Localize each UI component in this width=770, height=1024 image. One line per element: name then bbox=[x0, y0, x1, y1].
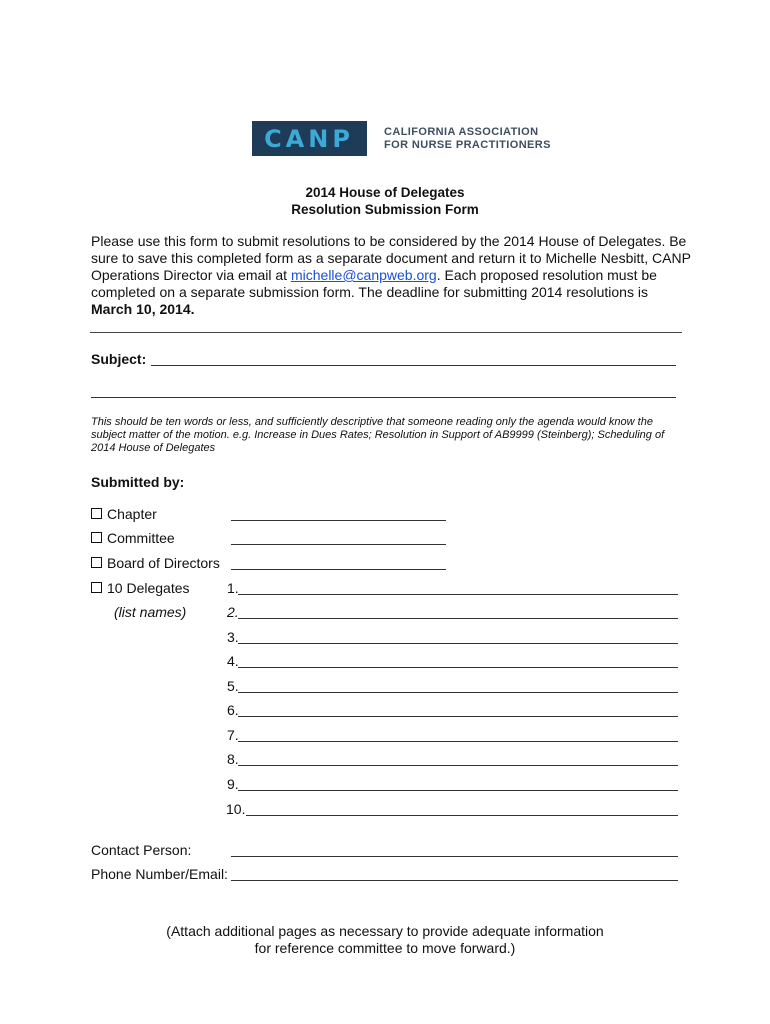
option-delegates[interactable] bbox=[91, 580, 190, 596]
board-field[interactable] bbox=[231, 569, 446, 570]
subject-field-line2[interactable] bbox=[91, 397, 676, 398]
board-checkbox[interactable] bbox=[91, 557, 102, 568]
option-board[interactable] bbox=[91, 555, 220, 571]
intro-paragraph bbox=[91, 233, 691, 318]
delegate-number: 8. bbox=[227, 751, 239, 767]
delegate-field-5[interactable] bbox=[238, 692, 678, 693]
footer-line2: for reference committee to move forward.) bbox=[254, 940, 516, 956]
delegate-number: 10. bbox=[226, 801, 246, 817]
delegate-field-9[interactable] bbox=[238, 790, 678, 791]
org-name-line1: CALIFORNIA ASSOCIATION bbox=[384, 126, 539, 138]
phone-email-field[interactable] bbox=[231, 880, 678, 881]
org-name-line2: FOR NURSE PRACTITIONERS bbox=[384, 139, 551, 151]
delegate-field-6[interactable] bbox=[238, 716, 678, 717]
committee-field[interactable] bbox=[231, 544, 446, 545]
intro-text-1: Please use this form to submit resolutions to be considered by the 2014 House of Delegates. Be sure to save this completed form as a separate document and return it to Michelle Nesbitt, CANP Operations Director via email at bbox=[91, 233, 691, 283]
delegate-field-10[interactable] bbox=[246, 815, 678, 816]
committee-label: Committee bbox=[107, 530, 175, 546]
subject-label: Subject: bbox=[91, 351, 147, 367]
board-label: Board of Directors bbox=[107, 555, 220, 571]
contact-person-label: Contact Person: bbox=[91, 842, 192, 858]
email-link[interactable]: michelle@canpweb.org bbox=[290, 267, 437, 283]
footer-line1: (Attach additional pages as necessary to provide adequate information bbox=[166, 923, 604, 939]
option-committee[interactable] bbox=[91, 530, 175, 546]
delegate-field-4[interactable] bbox=[238, 667, 678, 668]
chapter-checkbox[interactable] bbox=[91, 508, 102, 519]
delegate-number: 6. bbox=[227, 702, 239, 718]
delegate-number: 5. bbox=[227, 678, 239, 694]
delegate-field-7[interactable] bbox=[238, 741, 678, 742]
form-title-line2: Resolution Submission Form bbox=[291, 202, 479, 217]
committee-checkbox[interactable] bbox=[91, 532, 102, 543]
list-names-label: (list names) bbox=[114, 604, 187, 620]
delegate-number: 7. bbox=[227, 727, 239, 743]
subject-field-line1[interactable] bbox=[151, 365, 676, 366]
subject-note: This should be ten words or less, and sufficiently descriptive that someone reading only the agenda would know the subject matter of the motion. e.g. Increase in Dues Rates; Resolution in Support of AB9999 (Steinberg); Scheduling of 2014 House of Delegates bbox=[91, 416, 665, 454]
canp-logo bbox=[252, 121, 367, 156]
delegates-label: 10 Delegates bbox=[107, 580, 190, 596]
canp-wordmark bbox=[252, 121, 367, 156]
contact-person-field[interactable] bbox=[231, 856, 678, 857]
phone-email-label: Phone Number/Email: bbox=[91, 866, 228, 882]
delegates-checkbox[interactable] bbox=[91, 582, 102, 593]
delegate-field-1[interactable] bbox=[238, 594, 678, 595]
delegate-number: 4. bbox=[227, 653, 239, 669]
chapter-label: Chapter bbox=[107, 506, 157, 522]
delegate-field-3[interactable] bbox=[238, 643, 678, 644]
form-title-line1: 2014 House of Delegates bbox=[305, 185, 465, 200]
delegate-number: 9. bbox=[227, 776, 239, 792]
intro-text-2: . Each proposed resolution must be completed on a separate submission form. The deadline for submitting 2014 resolutions is bbox=[91, 267, 657, 300]
delegate-field-2[interactable] bbox=[238, 618, 678, 619]
submitted-by-label: Submitted by: bbox=[91, 474, 185, 490]
delegate-number: 3. bbox=[227, 629, 239, 645]
svg-text:CANP: CANP bbox=[264, 125, 354, 153]
delegate-field-8[interactable] bbox=[238, 765, 678, 766]
deadline-date: March 10, 2014. bbox=[91, 301, 195, 317]
delegate-number: 2. bbox=[227, 604, 239, 620]
section-divider bbox=[90, 332, 682, 333]
delegate-number: 1. bbox=[227, 580, 239, 596]
option-chapter[interactable] bbox=[91, 506, 157, 522]
org-name bbox=[384, 126, 551, 152]
chapter-field[interactable] bbox=[231, 520, 446, 521]
